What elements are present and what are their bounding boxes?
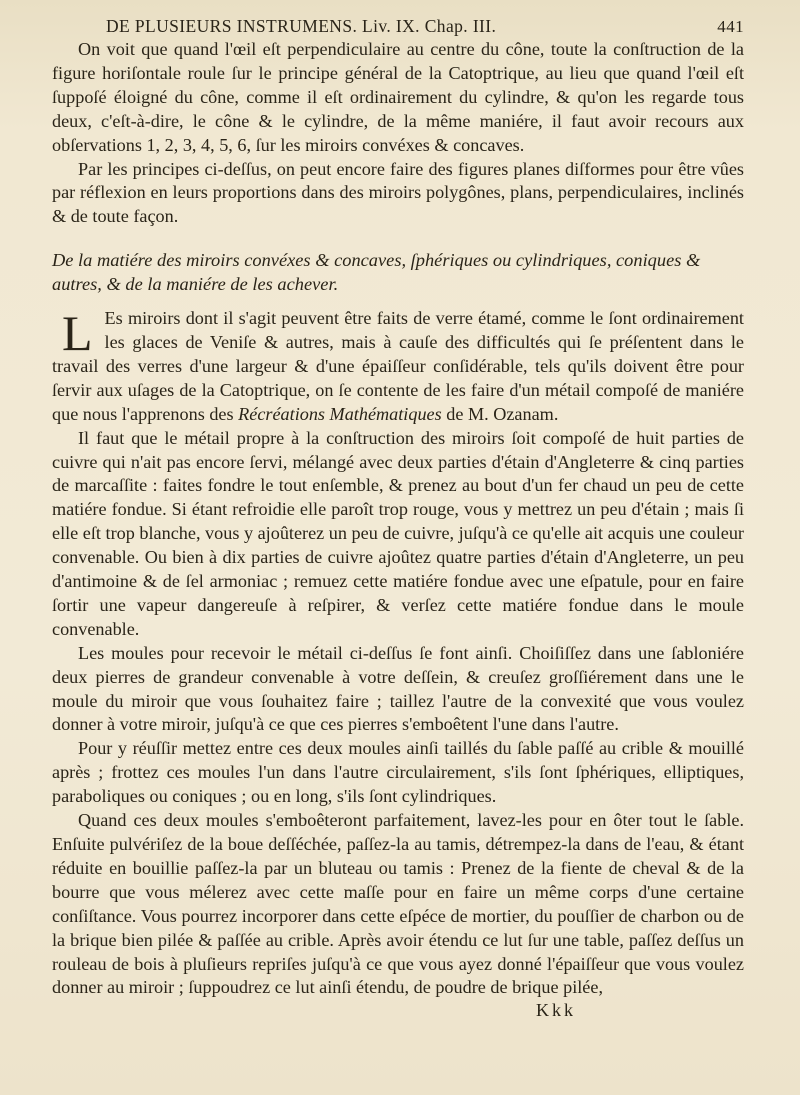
main-text	[52, 38, 744, 1000]
running-head	[52, 16, 744, 38]
paragraph-3: Il faut que le métail propre à la conſtruction des miroirs ſoit compoſé de huit parties de cuivre qui n'ait pas encore ſervi, mélangé avec deux parties d'étain d'Angleterre & cinq parties de marcaſſite : faites fondre le tout enſemble, & prenez au bout d'un fer chaud un peu de cette matiére fondue. Si étant refroidie elle paroît trop rouge, vous y mettrez un peu d'étain ; mais ſi elle eſt trop blanche, vous y ajoûterez un peu de cuivre, juſqu'à ce qu'elle ait acquis une couleur convenable. Ou bien à dix parties de cuivre ajoûtez quatre parties d'étain d'Angleterre, un peu d'antimoine & de ſel armoniac ; remuez cette matiére fondue avec une eſpatule, pour en faire ſortir une vapeur dangereuſe à reſpirer, & verſez cette matiére fondue dans le moule convenable.	[52, 427, 744, 639]
book-reference-title: Récréations Mathématiques	[238, 403, 442, 424]
dropcap-paragraph-text: Es miroirs dont il s'agit peuvent être faits de verre étamé, comme le ſont ordinairement les glaces de Veniſe & autres, mais à cauſe des difficultés qui ſe préſentent dans le travail des verres d'une largeur & d'une épaiſſeur conſidérable, tels qu'ils doivent être pour ſervir aux uſages de la Catoptrique, on ſe contente de les faire d'un métail compoſé de maniére que nous l'apprenons des	[52, 308, 744, 424]
paragraph-dropcap	[52, 307, 744, 427]
paragraph-2: Par les principes ci-deſſus, on peut encore faire des figures planes diſformes pour être vûes par réflexion en leurs proportions dans des miroirs polygônes, plans, perpendiculaires, inclinés & de toute façon.	[52, 158, 744, 227]
running-head-title: DE PLUSIEURS INSTRUMENS. Liv. IX. Chap. III.	[106, 16, 497, 36]
page-number: 441	[717, 17, 744, 36]
drop-cap-letter: L	[62, 305, 93, 362]
dropcap-paragraph-end: de M. Ozanam.	[441, 403, 559, 424]
paragraph-6: Quand ces deux moules s'emboêteront parfaitement, lavez-les pour en ôter tout le ſable. Enſuite pulvériſez de la boue deſſéchée, paſſez-la au tamis, détrempez-la dans de l'eau, & étant réduite en bouillie paſſez-la par un bluteau ou tamis : Prenez de la fiente de cheval & de la bourre que vous mélerez avec cette maſſe pour en faire un même corps d'une certaine conſiſtance. Vous pourrez incorporer dans cette eſpéce de mortier, du pouſſier de charbon ou de la brique bien pilée & paſſée au crible. Après avoir étendu ce lut ſur une table, paſſez deſſus un rouleau de bois à pluſieurs repriſes juſqu'à ce que vous ayez donné l'épaiſſeur que vous voulez donner au miroir ; ſuppoudrez ce lut ainſi étendu, de poudre de brique pilée,	[52, 810, 744, 998]
paragraph-1: On voit que quand l'œil eſt perpendiculaire au centre du cône, toute la conſtruction de la figure horiſontale roule ſur le principe général de la Catoptrique, au lieu que quand l'œil eſt ſuppoſé éloigné du cône, comme il eſt ordinairement du cylindre, & qu'on les regarde tous deux, c'eſt-à-dire, le cône & le cylindre, de la même maniére, il faut avoir recours aux obſervations 1, 2, 3, 4, 5, 6, ſur les miroirs convéxes & concaves.	[52, 39, 744, 155]
section-heading: De la matiére des miroirs convéxes & concaves, ſphériques ou cylindriques, coniques & autres, & de la maniére de les achever.	[52, 250, 701, 295]
paragraph-5: Pour y réuſſir mettez entre ces deux moules ainſi taillés du ſable paſſé au crible & mouillé après ; frottez ces moules l'un dans l'autre circulairement, s'ils ſont ſphériques, elliptiques, paraboliques ou coniques ; ou en long, s'ils ſont cylindriques.	[52, 738, 744, 807]
signature-mark: Kkk	[536, 1000, 576, 1021]
paragraph-4: Les moules pour recevoir le métail ci-deſſus ſe font ainſi. Choiſiſſez dans une ſabloniére deux pierres de grandeur convenable à votre deſſein, & creuſez groſſiérement dans une le moule du miroir que vous ſouhaitez faire ; taillez l'autre de la convexité que vous voulez donner à votre miroir, juſqu'à ce que ces pierres s'emboêtent l'une dans l'autre.	[52, 642, 744, 735]
